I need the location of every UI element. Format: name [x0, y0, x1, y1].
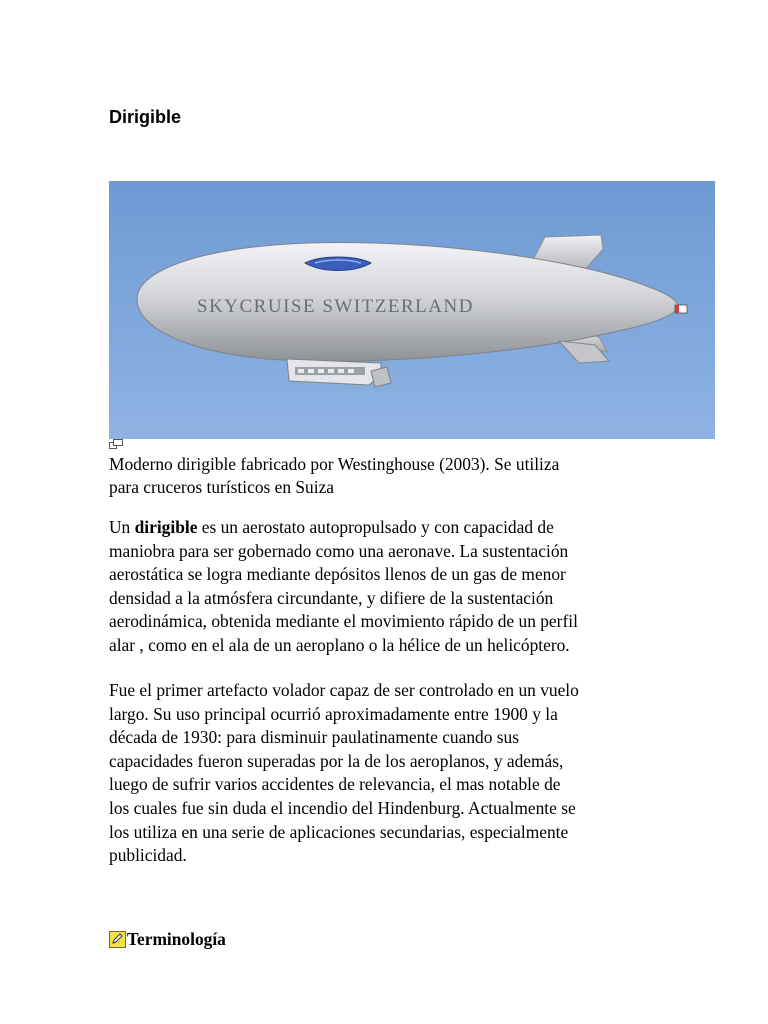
paragraph-line: Fue el primer artefacto volador capaz de ser controlado en un vuelo — [109, 680, 579, 700]
section-heading-terminologia[interactable] — [109, 929, 226, 950]
paragraph-history — [109, 679, 689, 868]
edit-section-icon[interactable] — [109, 931, 126, 948]
page-title: Dirigible — [109, 107, 182, 127]
caption-line: Moderno dirigible fabricado por Westinghouse (2003). Se utiliza — [109, 454, 560, 474]
paragraph-line: los utiliza en una serie de aplicaciones secundarias, especialmente — [109, 821, 569, 842]
text-run: es un aerostato autopropulsado y con capacidad de — [197, 517, 554, 537]
term-dirigible: dirigible — [134, 517, 198, 537]
paragraph-line: publicidad. — [109, 845, 187, 866]
paragraph-line: largo. Su uso principal ocurrió aproximadamente entre 1900 y la — [109, 703, 558, 724]
caption-line: para cruceros turísticos en Suiza — [109, 477, 335, 497]
paragraph-line: alar , como en el ala de un aeroplano o la hélice de un helicóptero. — [109, 634, 570, 655]
paragraph-line: capacidades fueron superadas por la de los aeroplanos, y además, — [109, 750, 564, 771]
paragraph-line: aerodinámica, obtenida mediante el movimiento rápido de un perfil — [109, 611, 578, 632]
paragraph-definition — [109, 516, 689, 658]
image-resize-icon[interactable] — [109, 439, 123, 449]
image-caption — [109, 453, 669, 499]
paragraph-line: aerostática se logra mediante depósitos llenos de un gas de menor — [109, 564, 566, 585]
paragraph-line: densidad a la atmósfera circundante, y difiere de la sustentación — [109, 587, 554, 608]
paragraph-line — [109, 516, 689, 540]
paragraph-line: luego de sufrir varios accidentes de relevancia, el mas notable de — [109, 774, 561, 795]
paragraph-line: los cuales fue sin duda el incendio del Hindenburg. Actualmente se — [109, 797, 576, 818]
airship-photo — [109, 181, 715, 439]
paragraph-line: maniobra para ser gobernado como una aeronave. La sustentación — [109, 540, 569, 561]
section-heading-text: Terminología — [127, 929, 226, 949]
paragraph-line: década de 1930: para disminuir paulatinamente cuando sus — [109, 727, 519, 748]
text-run: Un — [109, 517, 135, 537]
airship-lettering: SKYCRUISE SWITZERLAND — [197, 296, 474, 317]
